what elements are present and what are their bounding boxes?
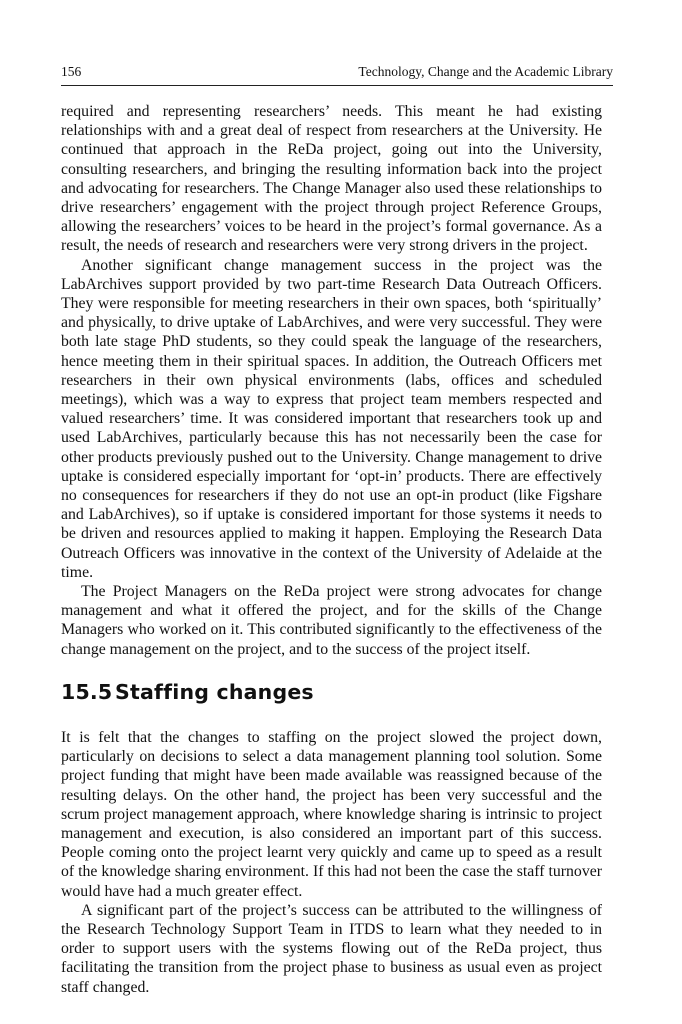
- paragraph: The Project Managers on the ReDa project were strong advocates for change management and what it offered the project, and for the skills of the Change Managers who worked on it. This contributed significantly to the effectiveness of the change management on the project, and to the success of the project itself.: [61, 583, 602, 658]
- body-text-section: [61, 728, 602, 997]
- running-title: Technology, Change and the Academic Library: [358, 64, 613, 79]
- paragraph: Another significant change management success in the project was the LabArchives support provided by two part-time Research Data Outreach Officers. They were responsible for meeting researchers in their own spaces, both ‘spiritually’ and physically, to drive uptake of LabArchives, and were very successful. They were both late stage PhD students, so they could speak the language of the researchers, hence meeting them in their spiritual spaces. In addition, the Outreach Officers met researchers in their own physical environments (labs, offices and scheduled meetings), which was a way to express that project team members respected and valued researchers’ time. It was considered important that researchers took up and used LabArchives, particularly because this has not necessarily been the case for other products previously pushed out to the University. Change management to drive uptake is considered especially important for ‘opt-in’ products. There are effectively no consequences for researchers if they do not use an opt-in product (like Figshare and LabArchives), so if uptake is considered important for those systems it needs to be driven and resources applied to making it happen. Employing the Research Data Outreach Officers was innovative in the context of the University of Adelaide at the time.: [61, 256, 602, 581]
- body-text-before-section: [61, 102, 602, 659]
- header-rule: [61, 85, 613, 86]
- section-heading: [61, 680, 314, 704]
- section-number: 15.5: [61, 680, 113, 704]
- paragraph: A significant part of the project’s success can be attributed to the willingness of the Research Technology Support Team in ITDS to learn what they needed to in order to support users with the systems flowing out of the ReDa project, thus facilitating the transition from the project phase to business as usual even as project staff changed.: [61, 901, 602, 996]
- page-number: 156: [61, 64, 82, 79]
- section-title: Staffing changes: [115, 680, 314, 704]
- paragraph: It is felt that the changes to staffing on the project slowed the project down, particularly on decisions to select a data management planning tool solution. Some project funding that might have been made available was reassigned because of the resulting delays. On the other hand, the project has been very successful and the scrum project management approach, where knowledge sharing is intrinsic to project management and execution, is also considered an important part of this success. People coming onto the project learnt very quickly and came up to speed as a result of the knowledge sharing environment. If this had not been the case the staff turnover would have had a much greater effect.: [61, 729, 602, 900]
- running-header: [61, 64, 613, 84]
- paragraph: required and representing researchers’ needs. This meant he had existing relationships with and a great deal of respect from researchers at the University. He continued that approach in the ReDa project, going out into the University, consulting researchers, and bringing the resulting information back into the project and advocating for researchers. The Change Manager also used these relationships to drive researchers’ engagement with the project through project Reference Groups, allowing the researchers’ voices to be heard in the project’s formal governance. As a result, the needs of research and researchers were very strong drivers in the project.: [61, 103, 602, 255]
